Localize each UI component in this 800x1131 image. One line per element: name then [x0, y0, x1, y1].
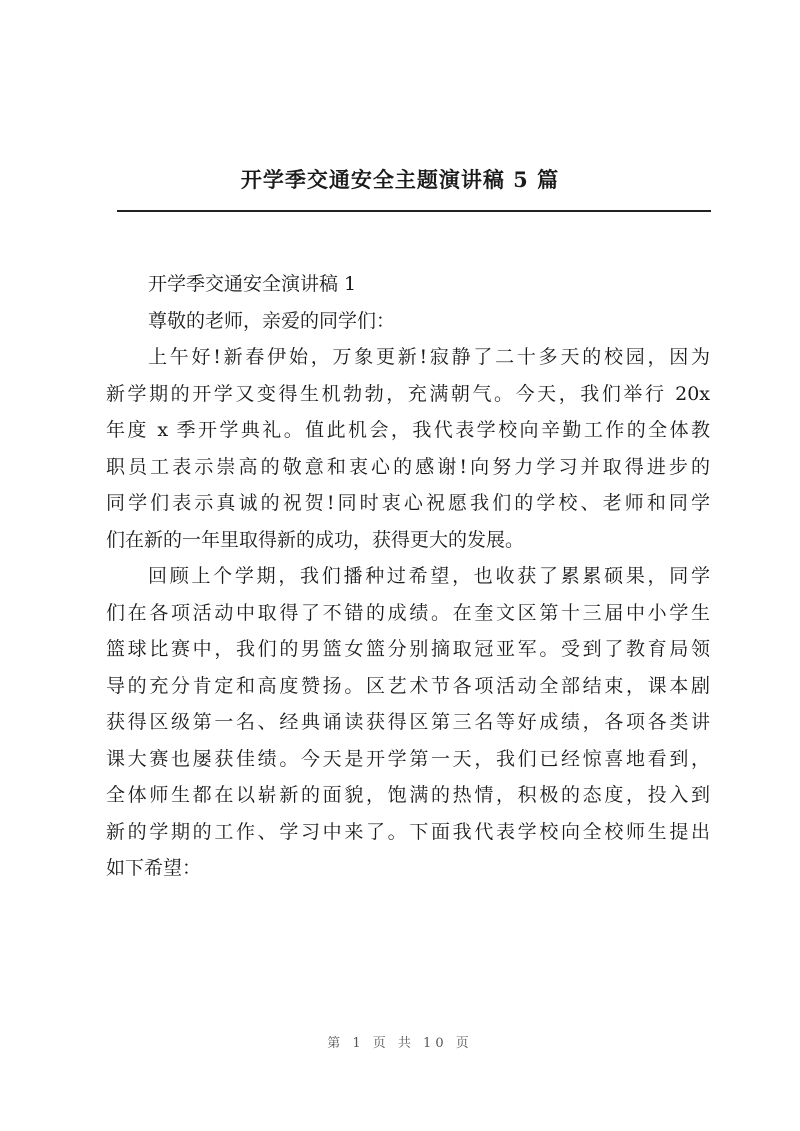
text-line: 职员工表示崇高的敬意和衷心的感谢!向努力学习并取得进步的 [106, 455, 710, 478]
text-line: 篮球比赛中，我们的男篮女篮分别摘取冠亚军。受到了教育局领 [106, 638, 710, 660]
paragraph-heading [106, 266, 710, 303]
text-line: 新的学期的工作、学习中来了。下面我代表学校向全校师生提出 [106, 820, 710, 843]
title-underline [117, 210, 711, 212]
text-line: 获得区级第一名、经典诵读获得区第三名等好成绩，各项各类讲 [106, 711, 710, 733]
document-body [106, 266, 710, 887]
text-line: 如下希望： [106, 857, 202, 879]
document-title: 开学季交通安全主题演讲稿 5 篇 [240, 167, 560, 192]
paragraph-salutation [106, 303, 710, 340]
page-footer: 第 1 页 共 10 页 [327, 1036, 473, 1051]
paragraph-greeting [106, 339, 710, 558]
text-line: 开学季交通安全演讲稿 1 [148, 273, 357, 295]
text-line: 们在新的一年里取得新的成功，获得更大的发展。 [106, 528, 525, 551]
text-line: 课大赛也屡获佳绩。今天是开学第一天，我们已经惊喜地看到， [106, 747, 710, 770]
text-line: 们在各项活动中取得了不错的成绩。在奎文区第十三届中小学生 [106, 601, 710, 624]
text-line: 回顾上个学期，我们播种过希望，也收获了累累硕果，同学 [148, 565, 710, 587]
text-line: 上午好!新春伊始，万象更新!寂静了二十多天的校园，因为 [148, 346, 710, 368]
text-line: 同学们表示真诚的祝贺!同时衷心祝愿我们的学校、老师和同学 [106, 492, 710, 514]
paragraph-review [106, 558, 710, 887]
text-line: 年度 x 季开学典礼。值此机会，我代表学校向辛勤工作的全体教 [106, 419, 710, 441]
text-line: 导的充分肯定和高度赞扬。区艺术节各项活动全部结束，课本剧 [106, 674, 710, 697]
text-line: 全体师生都在以崭新的面貌，饱满的热情，积极的态度，投入到 [106, 784, 710, 806]
text-line: 新学期的开学又变得生机勃勃，充满朝气。今天，我们举行 20x [106, 382, 710, 405]
text-line: 尊敬的老师，亲爱的同学们： [148, 309, 396, 332]
